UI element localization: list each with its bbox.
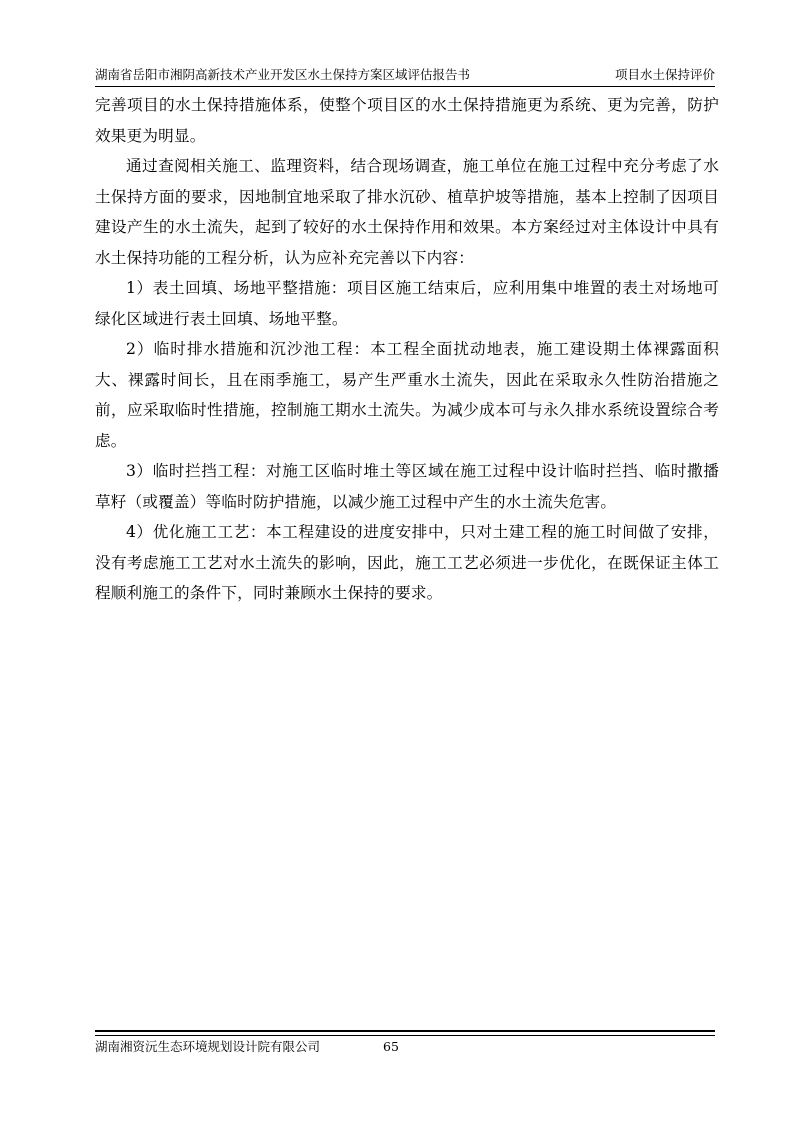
page-number: 65 (383, 1039, 399, 1054)
page-header (95, 67, 715, 87)
header-divider (95, 86, 715, 87)
paragraph-item-4-construction: 4）优化施工工艺：本工程建设的进度安排中，只对土建工程的施工时间做了安排，没有考虑施工工艺对水土流失的影响，因此，施工工艺必须进一步优化，在既保证主体工程顺利施工的条件下，同时兼顾水土保持的要求。 (95, 523, 719, 602)
header-section-title: 项目水土保持评价 (614, 67, 715, 82)
paragraph-item-3-retaining: 3）临时拦挡工程：对施工区临时堆土等区域在施工过程中设计临时拦挡、临时撒播草籽（或覆盖）等临时防护措施，以减少施工过程中产生的水土流失危害。 (95, 462, 719, 511)
paragraph-item-2-drainage: 2）临时排水措施和沉沙池工程：本工程全面扰动地表，施工建设期土体裸露面积大、裸露时间长，且在雨季施工，易产生严重水土流失，因此在采取永久性防治措施之前，应采取临时性措施，控制施工期水土流失。为减少成本可与永久排水系统设置综合考虑。 (95, 340, 719, 450)
page-footer (95, 1039, 715, 1059)
footer-company-name: 湖南湘资沅生态环境规划设计院有限公司 (95, 1039, 321, 1054)
paragraph-analysis: 通过查阅相关施工、监理资料，结合现场调查，施工单位在施工过程中充分考虑了水土保持方面的要求，因地制宜地采取了排水沉砂、植草护坡等措施，基本上控制了因项目建设产生的水土流失，起到了较好的水土保持作用和效果。本方案经过对主体设计中具有水土保持功能的工程分析，认为应补充完善以下内容： (95, 157, 719, 267)
paragraph-item-1-topsoil: 1）表土回填、场地平整措施：项目区施工结束后，应利用集中堆置的表土对场地可绿化区域进行表土回填、场地平整。 (95, 279, 719, 328)
header-document-title: 湖南省岳阳市湘阴高新技术产业开发区水土保持方案区域评估报告书 (95, 67, 471, 82)
footer-divider (95, 1030, 715, 1036)
body-content (95, 90, 719, 609)
paragraph-continuation: 完善项目的水土保持措施体系，使整个项目区的水土保持措施更为系统、更为完善，防护效果更为明显。 (95, 96, 719, 145)
